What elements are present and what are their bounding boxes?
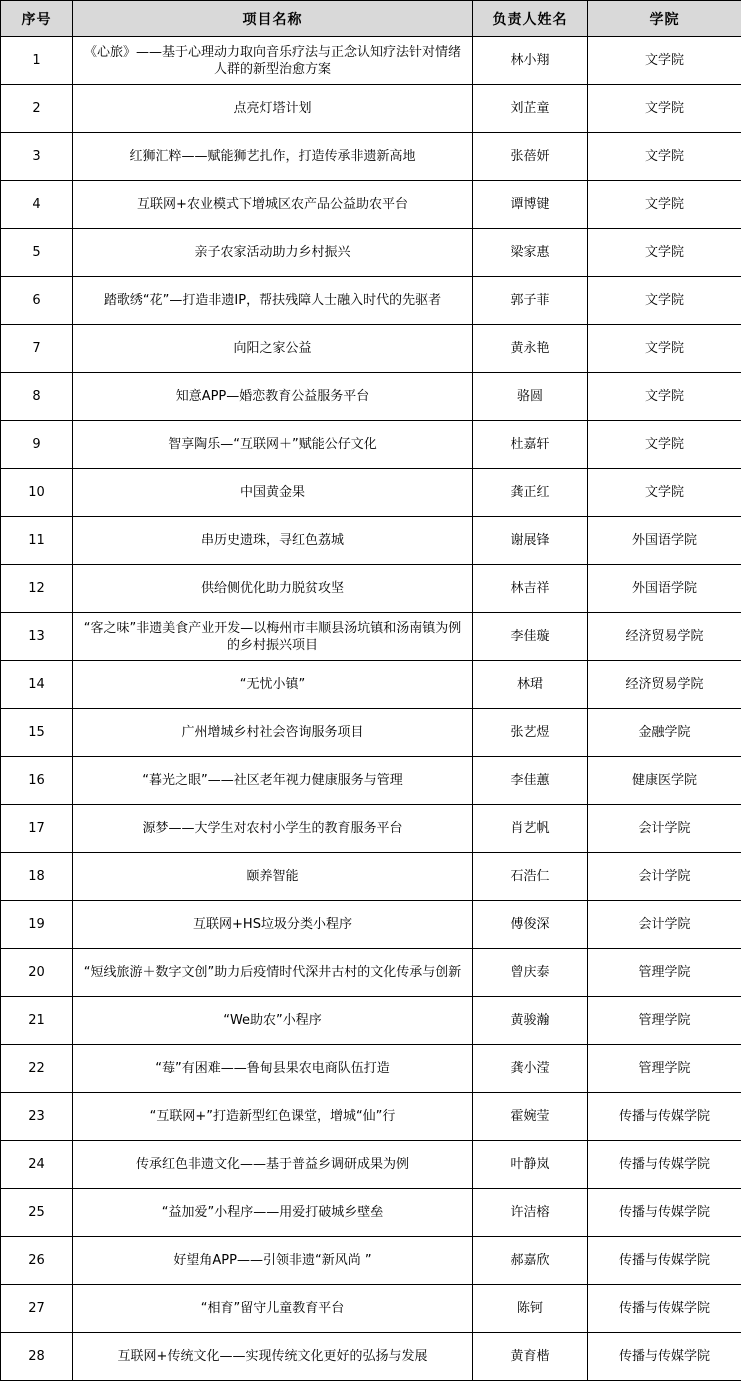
cell-index: 5 bbox=[1, 229, 73, 277]
cell-project-name: “相育”留守儿童教育平台 bbox=[73, 1285, 473, 1333]
cell-leader-name: 郝嘉欣 bbox=[473, 1237, 588, 1285]
cell-index: 3 bbox=[1, 133, 73, 181]
table-row bbox=[1, 229, 741, 277]
cell-leader-name: 叶静岚 bbox=[473, 1141, 588, 1189]
cell-college: 会计学院 bbox=[588, 901, 741, 949]
cell-college: 文学院 bbox=[588, 469, 741, 517]
cell-project-name: 源梦——大学生对农村小学生的教育服务平台 bbox=[73, 805, 473, 853]
cell-project-name: 踏歌绣“花”—打造非遗IP，帮扶残障人士融入时代的先驱者 bbox=[73, 277, 473, 325]
cell-leader-name: 曾庆泰 bbox=[473, 949, 588, 997]
table-row bbox=[1, 1045, 741, 1093]
cell-college: 传播与传媒学院 bbox=[588, 1189, 741, 1237]
header-index: 序号 bbox=[1, 1, 73, 37]
cell-index: 15 bbox=[1, 709, 73, 757]
cell-index: 24 bbox=[1, 1141, 73, 1189]
cell-leader-name: 陈钶 bbox=[473, 1285, 588, 1333]
cell-college: 文学院 bbox=[588, 277, 741, 325]
cell-leader-name: 骆圆 bbox=[473, 373, 588, 421]
cell-leader-name: 石浩仁 bbox=[473, 853, 588, 901]
cell-project-name: 向阳之家公益 bbox=[73, 325, 473, 373]
cell-project-name: “益加爱”小程序——用爱打破城乡壁垒 bbox=[73, 1189, 473, 1237]
table-row bbox=[1, 1189, 741, 1237]
table-row bbox=[1, 901, 741, 949]
cell-index: 1 bbox=[1, 37, 73, 85]
table-row bbox=[1, 757, 741, 805]
cell-college: 传播与传媒学院 bbox=[588, 1285, 741, 1333]
table-row bbox=[1, 613, 741, 661]
cell-leader-name: 谭博键 bbox=[473, 181, 588, 229]
cell-project-name: “互联网+”打造新型红色课堂，增城“仙”行 bbox=[73, 1093, 473, 1141]
cell-index: 20 bbox=[1, 949, 73, 997]
table-row bbox=[1, 1093, 741, 1141]
cell-index: 26 bbox=[1, 1237, 73, 1285]
cell-leader-name: 霍婉莹 bbox=[473, 1093, 588, 1141]
cell-college: 文学院 bbox=[588, 85, 741, 133]
cell-index: 6 bbox=[1, 277, 73, 325]
cell-college: 金融学院 bbox=[588, 709, 741, 757]
cell-leader-name: 李佳璇 bbox=[473, 613, 588, 661]
cell-college: 管理学院 bbox=[588, 949, 741, 997]
table-row bbox=[1, 661, 741, 709]
cell-project-name: 广州增城乡村社会咨询服务项目 bbox=[73, 709, 473, 757]
table-row bbox=[1, 277, 741, 325]
cell-leader-name: 李佳蕙 bbox=[473, 757, 588, 805]
cell-index: 7 bbox=[1, 325, 73, 373]
cell-project-name: 互联网+农业模式下增城区农产品公益助农平台 bbox=[73, 181, 473, 229]
table-row bbox=[1, 325, 741, 373]
cell-project-name: 互联网+HS垃圾分类小程序 bbox=[73, 901, 473, 949]
cell-index: 12 bbox=[1, 565, 73, 613]
cell-leader-name: 黄永艳 bbox=[473, 325, 588, 373]
cell-college: 传播与传媒学院 bbox=[588, 1333, 741, 1381]
cell-college: 会计学院 bbox=[588, 805, 741, 853]
cell-project-name: 颐养智能 bbox=[73, 853, 473, 901]
cell-project-name: “We助农”小程序 bbox=[73, 997, 473, 1045]
header-college: 学院 bbox=[588, 1, 741, 37]
cell-project-name: 知意APP—婚恋教育公益服务平台 bbox=[73, 373, 473, 421]
table-row bbox=[1, 133, 741, 181]
cell-project-name: 智享陶乐—“互联网＋”赋能公仔文化 bbox=[73, 421, 473, 469]
cell-project-name: 供给侧优化助力脱贫攻坚 bbox=[73, 565, 473, 613]
cell-college: 文学院 bbox=[588, 133, 741, 181]
cell-college: 文学院 bbox=[588, 421, 741, 469]
cell-college: 会计学院 bbox=[588, 853, 741, 901]
cell-college: 传播与传媒学院 bbox=[588, 1093, 741, 1141]
cell-leader-name: 杜嘉轩 bbox=[473, 421, 588, 469]
table-row bbox=[1, 949, 741, 997]
cell-index: 21 bbox=[1, 997, 73, 1045]
cell-project-name: 串历史遗珠，寻红色荔城 bbox=[73, 517, 473, 565]
cell-index: 11 bbox=[1, 517, 73, 565]
cell-index: 19 bbox=[1, 901, 73, 949]
cell-index: 22 bbox=[1, 1045, 73, 1093]
cell-college: 传播与传媒学院 bbox=[588, 1141, 741, 1189]
cell-index: 2 bbox=[1, 85, 73, 133]
cell-college: 经济贸易学院 bbox=[588, 613, 741, 661]
cell-index: 28 bbox=[1, 1333, 73, 1381]
table-row bbox=[1, 181, 741, 229]
cell-leader-name: 刘芷童 bbox=[473, 85, 588, 133]
cell-index: 18 bbox=[1, 853, 73, 901]
cell-leader-name: 张蓓妍 bbox=[473, 133, 588, 181]
cell-index: 25 bbox=[1, 1189, 73, 1237]
cell-index: 16 bbox=[1, 757, 73, 805]
cell-project-name: 红狮汇粹——赋能狮艺扎作，打造传承非遗新高地 bbox=[73, 133, 473, 181]
table-row bbox=[1, 469, 741, 517]
table-row bbox=[1, 709, 741, 757]
table-row bbox=[1, 517, 741, 565]
cell-project-name: 好望角APP——引领非遗“新风尚 ” bbox=[73, 1237, 473, 1285]
table-row bbox=[1, 85, 741, 133]
cell-college: 传播与传媒学院 bbox=[588, 1237, 741, 1285]
cell-leader-name: 龚正红 bbox=[473, 469, 588, 517]
cell-leader-name: 林吉祥 bbox=[473, 565, 588, 613]
cell-college: 文学院 bbox=[588, 325, 741, 373]
header-leader-name: 负责人姓名 bbox=[473, 1, 588, 37]
table-row bbox=[1, 373, 741, 421]
table-row bbox=[1, 565, 741, 613]
cell-college: 外国语学院 bbox=[588, 517, 741, 565]
cell-leader-name: 林小翔 bbox=[473, 37, 588, 85]
cell-leader-name: 龚小滢 bbox=[473, 1045, 588, 1093]
cell-project-name: 传承红色非遗文化——基于普益乡调研成果为例 bbox=[73, 1141, 473, 1189]
header-project-name: 项目名称 bbox=[73, 1, 473, 37]
cell-leader-name: 梁家惠 bbox=[473, 229, 588, 277]
cell-college: 文学院 bbox=[588, 229, 741, 277]
cell-leader-name: 傅俊深 bbox=[473, 901, 588, 949]
cell-college: 管理学院 bbox=[588, 997, 741, 1045]
cell-college: 文学院 bbox=[588, 181, 741, 229]
cell-leader-name: 郭子菲 bbox=[473, 277, 588, 325]
cell-project-name: “莓”有困难——鲁甸县果农电商队伍打造 bbox=[73, 1045, 473, 1093]
table-row bbox=[1, 997, 741, 1045]
cell-project-name: 点亮灯塔计划 bbox=[73, 85, 473, 133]
cell-project-name: “无忧小镇” bbox=[73, 661, 473, 709]
cell-project-name: “暮光之眼”——社区老年视力健康服务与管理 bbox=[73, 757, 473, 805]
cell-index: 13 bbox=[1, 613, 73, 661]
cell-leader-name: 肖艺帆 bbox=[473, 805, 588, 853]
cell-college: 健康医学院 bbox=[588, 757, 741, 805]
cell-project-name: 亲子农家活动助力乡村振兴 bbox=[73, 229, 473, 277]
cell-project-name: “客之味”非遗美食产业开发—以梅州市丰顺县汤坑镇和汤南镇为例的乡村振兴项目 bbox=[73, 613, 473, 661]
cell-leader-name: 黄骏瀚 bbox=[473, 997, 588, 1045]
cell-project-name: 互联网+传统文化——实现传统文化更好的弘扬与发展 bbox=[73, 1333, 473, 1381]
cell-index: 4 bbox=[1, 181, 73, 229]
cell-leader-name: 黄育楷 bbox=[473, 1333, 588, 1381]
table-row bbox=[1, 1237, 741, 1285]
table-row bbox=[1, 37, 741, 85]
header-row bbox=[1, 1, 741, 37]
table-row bbox=[1, 853, 741, 901]
table-row bbox=[1, 1285, 741, 1333]
table-row bbox=[1, 1333, 741, 1381]
cell-index: 27 bbox=[1, 1285, 73, 1333]
table-header bbox=[1, 1, 741, 37]
table-row bbox=[1, 1141, 741, 1189]
cell-leader-name: 林珺 bbox=[473, 661, 588, 709]
cell-project-name: 《心旅》——基于心理动力取向音乐疗法与正念认知疗法针对情绪人群的新型治愈方案 bbox=[73, 37, 473, 85]
cell-college: 管理学院 bbox=[588, 1045, 741, 1093]
cell-leader-name: 谢展锋 bbox=[473, 517, 588, 565]
cell-index: 9 bbox=[1, 421, 73, 469]
cell-college: 文学院 bbox=[588, 37, 741, 85]
cell-index: 17 bbox=[1, 805, 73, 853]
cell-index: 8 bbox=[1, 373, 73, 421]
cell-project-name: “短线旅游＋数字文创”助力后疫情时代深井古村的文化传承与创新 bbox=[73, 949, 473, 997]
cell-index: 23 bbox=[1, 1093, 73, 1141]
table-row bbox=[1, 421, 741, 469]
cell-college: 外国语学院 bbox=[588, 565, 741, 613]
cell-college: 经济贸易学院 bbox=[588, 661, 741, 709]
table-body bbox=[1, 37, 741, 1381]
cell-index: 14 bbox=[1, 661, 73, 709]
cell-leader-name: 张艺煜 bbox=[473, 709, 588, 757]
cell-project-name: 中国黄金果 bbox=[73, 469, 473, 517]
cell-leader-name: 许洁榕 bbox=[473, 1189, 588, 1237]
table-row bbox=[1, 805, 741, 853]
cell-index: 10 bbox=[1, 469, 73, 517]
cell-college: 文学院 bbox=[588, 373, 741, 421]
